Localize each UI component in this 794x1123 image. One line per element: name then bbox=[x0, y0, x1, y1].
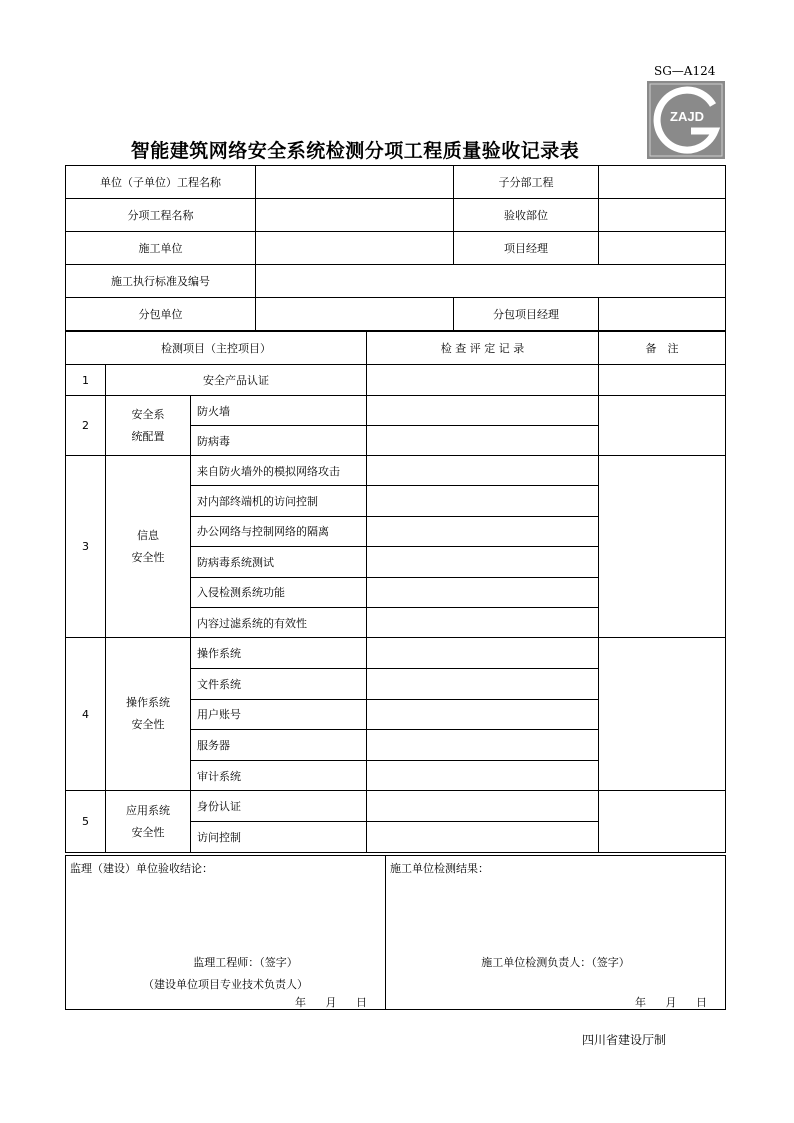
sub-division-value[interactable] bbox=[599, 166, 726, 199]
sub-item: 入侵检测系统功能 bbox=[191, 577, 367, 607]
record-cell[interactable] bbox=[367, 730, 599, 761]
sub-item: 办公网络与控制网络的隔离 bbox=[191, 516, 367, 546]
supervisor-title: 监理（建设）单位验收结论： bbox=[70, 862, 213, 875]
sub-item: 用户账号 bbox=[191, 699, 367, 730]
logo-text: ZAJD bbox=[670, 109, 704, 124]
record-cell[interactable] bbox=[367, 577, 599, 607]
item-group-name bbox=[106, 638, 191, 791]
col-header-records: 检 查 评 定 记 录 bbox=[367, 332, 599, 365]
record-cell[interactable] bbox=[367, 456, 599, 486]
record-cell[interactable] bbox=[367, 638, 599, 669]
supervisor-conclusion[interactable] bbox=[66, 856, 386, 1010]
record-cell[interactable] bbox=[367, 822, 599, 853]
subcontract-unit-label: 分包单位 bbox=[66, 298, 256, 331]
group-name-line: 应用系统 bbox=[126, 803, 170, 817]
item-no: 5 bbox=[66, 791, 106, 853]
page-title: 智能建筑网络安全系统检测分项工程质量验收记录表 bbox=[130, 140, 580, 162]
record-cell[interactable] bbox=[367, 426, 599, 456]
sub-item: 对内部终端机的访问控制 bbox=[191, 486, 367, 516]
sub-item: 防火墙 bbox=[191, 396, 367, 426]
sub-item: 内容过滤系统的有效性 bbox=[191, 607, 367, 637]
sub-item: 身份认证 bbox=[191, 791, 367, 822]
check-table bbox=[65, 331, 726, 853]
item-no: 1 bbox=[66, 365, 106, 396]
acceptance-part-value[interactable] bbox=[599, 199, 726, 232]
contractor-sign: 施工单位检测负责人：（签字） bbox=[481, 956, 630, 969]
sub-item: 访问控制 bbox=[191, 822, 367, 853]
group-name-line: 信息 bbox=[137, 528, 159, 542]
group-name-line: 操作系统 bbox=[126, 696, 170, 710]
item-group-name bbox=[106, 791, 191, 853]
supervisor-sub: （建设单位项目专业技术负责人） bbox=[143, 978, 308, 991]
subcontract-manager-label: 分包项目经理 bbox=[454, 298, 599, 331]
group-name-line: 安全性 bbox=[131, 718, 165, 732]
remark-cell[interactable] bbox=[599, 365, 726, 396]
group-name-line: 安全系 bbox=[131, 407, 165, 421]
record-cell[interactable] bbox=[367, 365, 599, 396]
contractor-date: 年 月 日 bbox=[635, 996, 707, 1009]
subcontract-manager-value[interactable] bbox=[599, 298, 726, 331]
item-project-value[interactable] bbox=[256, 199, 454, 232]
record-cell[interactable] bbox=[367, 668, 599, 699]
sub-item: 服务器 bbox=[191, 730, 367, 761]
item-group-name bbox=[106, 456, 191, 638]
item-no: 3 bbox=[66, 456, 106, 638]
record-cell[interactable] bbox=[367, 396, 599, 426]
col-header-remarks: 备 注 bbox=[599, 332, 726, 365]
contractor-result[interactable] bbox=[386, 856, 726, 1010]
col-header-items: 检测项目（主控项目） bbox=[66, 332, 367, 365]
sub-item: 防病毒系统测试 bbox=[191, 547, 367, 577]
conclusion-table bbox=[65, 855, 726, 1010]
record-cell[interactable] bbox=[367, 516, 599, 546]
acceptance-part-label: 验收部位 bbox=[454, 199, 599, 232]
record-cell[interactable] bbox=[367, 699, 599, 730]
subcontract-unit-value[interactable] bbox=[256, 298, 454, 331]
construction-unit-value[interactable] bbox=[256, 232, 454, 265]
sub-item: 文件系统 bbox=[191, 668, 367, 699]
item-name: 安全产品认证 bbox=[106, 365, 367, 396]
form-code: SG—A124 bbox=[654, 64, 716, 78]
group-name-line: 统配置 bbox=[131, 429, 165, 443]
sub-division-label: 子分部工程 bbox=[454, 166, 599, 199]
remark-cell[interactable] bbox=[599, 638, 726, 791]
unit-value[interactable] bbox=[256, 166, 454, 199]
supervisor-date: 年 月 日 bbox=[295, 996, 367, 1009]
construction-unit-label: 施工单位 bbox=[66, 232, 256, 265]
project-manager-value[interactable] bbox=[599, 232, 726, 265]
project-manager-label: 项目经理 bbox=[454, 232, 599, 265]
record-cell[interactable] bbox=[367, 486, 599, 516]
item-group-name bbox=[106, 396, 191, 456]
item-project-label: 分项工程名称 bbox=[66, 199, 256, 232]
unit-label: 单位（子单位）工程名称 bbox=[66, 166, 256, 199]
sub-item: 操作系统 bbox=[191, 638, 367, 669]
record-cell[interactable] bbox=[367, 607, 599, 637]
group-name-line: 安全性 bbox=[131, 825, 165, 839]
remark-cell[interactable] bbox=[599, 456, 726, 638]
item-no: 4 bbox=[66, 638, 106, 791]
standard-label: 施工执行标准及编号 bbox=[66, 265, 256, 298]
record-cell[interactable] bbox=[367, 791, 599, 822]
group-name-line: 安全性 bbox=[131, 550, 165, 564]
supervisor-sign: 监理工程师：（签字） bbox=[193, 956, 298, 969]
remark-cell[interactable] bbox=[599, 396, 726, 456]
item-no: 2 bbox=[66, 396, 106, 456]
sub-item: 审计系统 bbox=[191, 760, 367, 791]
record-cell[interactable] bbox=[367, 547, 599, 577]
remark-cell[interactable] bbox=[599, 791, 726, 853]
contractor-title: 施工单位检测结果： bbox=[390, 862, 489, 875]
footer-issuer: 四川省建设厅制 bbox=[582, 1033, 667, 1047]
record-cell[interactable] bbox=[367, 760, 599, 791]
info-table bbox=[65, 165, 726, 331]
sub-item: 来自防火墙外的模拟网络攻击 bbox=[191, 456, 367, 486]
standard-value[interactable] bbox=[256, 265, 726, 298]
sub-item: 防病毒 bbox=[191, 426, 367, 456]
